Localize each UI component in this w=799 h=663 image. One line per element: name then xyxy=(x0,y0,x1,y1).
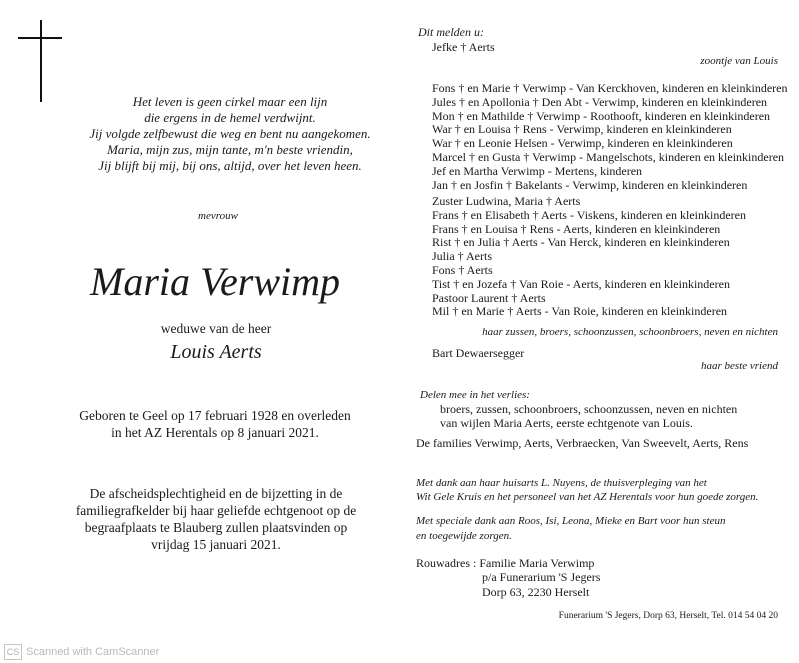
funeral-home-footer: Funerarium 'S Jegers, Dorp 63, Herselt, Tel. 014 54 04 20 xyxy=(558,611,778,621)
thanks-line: Wit Gele Kruis en het personeel van het AZ Herentals voor hun goede zorgen. xyxy=(416,491,759,503)
intro-text: Dit melden u: xyxy=(418,25,484,39)
title-prefix: mevrouw xyxy=(198,210,238,222)
poem-line: Jij volgde zelfbewust die weg en bent nu aangekomen. xyxy=(89,126,371,141)
poem-line: Het leven is geen cirkel maar een lijn xyxy=(132,94,328,109)
address-label: Rouwadres : Familie Maria Verwimp xyxy=(416,556,595,570)
families-line: De families Verwimp, Aerts, Verbraecken, Van Sweevelt, Aerts, Rens xyxy=(416,436,749,450)
son-role: zoontje van Louis xyxy=(700,55,778,67)
family-member-line: Rist † en Julia † Aerts - Van Herck, kinderen en kleinkinderen xyxy=(432,235,730,250)
widow-of-label: weduwe van de heer xyxy=(160,321,272,336)
watermark-text: Scanned with CamScanner xyxy=(26,646,160,658)
poem-line: Jij blijft bij mij, bij ons, altijd, over het leven heen. xyxy=(98,158,362,173)
family-member-line: Frans † en Elisabeth † Aerts - Viskens, kinderen en kleinkinderen xyxy=(432,207,746,222)
family-member-line: Jef en Martha Verwimp - Mertens, kinderen xyxy=(432,163,643,178)
thanks-line: Met dank aan haar huisarts L. Nuyens, de thuisverpleging van het xyxy=(416,477,707,489)
family-member-line: War † en Louisa † Rens - Verwimp, kinderen en kleinkinderen xyxy=(432,122,732,137)
family-member-line: Marcel † en Gusta † Verwimp - Mangelschots, kinderen en kleinkinderen xyxy=(432,150,785,164)
family-member-line: Tist † en Jozefa † Van Roie - Aerts, kinderen en kleinkinderen xyxy=(432,276,730,291)
cross-vertical xyxy=(40,20,42,102)
camscanner-logo-icon: CS xyxy=(4,644,22,660)
share-line: van wijlen Maria Aerts, eerste echtgenote van Louis. xyxy=(440,416,693,430)
share-intro: Delen mee in het verlies: xyxy=(420,389,530,401)
son-name: Jefke † Aerts xyxy=(432,40,495,54)
family-member-line: Jules † en Apollonia † Den Abt - Verwimp, kinderen en kleinkinderen xyxy=(432,94,768,109)
thanks-line: Met speciale dank aan Roos, Isi, Leona, Mieke en Bart voor hun steun xyxy=(416,515,726,527)
family-member-line: Mon † en Mathilde † Verwimp - Roothooft, kinderen en kleinkinderen xyxy=(432,108,771,123)
family-member-line: War † en Leonie Helsen - Verwimp, kinderen en kleinkinderen xyxy=(432,136,733,151)
deceased-name: Maria Verwimp xyxy=(90,259,340,304)
family-member-line: Fons † Aerts xyxy=(432,263,493,277)
poem-line: Maria, mijn zus, mijn tante, m'n beste vriendin, xyxy=(107,142,353,157)
funeral-line: begraafplaats te Blauberg zullen plaatsvinden op xyxy=(84,520,348,535)
friend-name: Bart Dewaersegger xyxy=(432,346,525,360)
family-member-line: Jan † en Josfin † Bakelants - Verwimp, kinderen en kleinkinderen xyxy=(432,177,748,192)
address-line: Dorp 63, 2230 Herselt xyxy=(482,585,590,599)
thanks-line: en toegewijde zorgen. xyxy=(416,530,512,542)
family-member-line: Mil † en Marie † Aerts - Van Roie, kinderen en kleinkinderen xyxy=(432,304,728,319)
spouse-name: Louis Aerts xyxy=(170,341,262,363)
share-line: broers, zussen, schoonbroers, schoonzussen, neven en nichten xyxy=(440,402,738,416)
family-member-line: Fons † en Marie † Verwimp - Van Kerckhoven, kinderen en kleinkinderen xyxy=(432,81,788,95)
funeral-line: De afscheidsplechtigheid en de bijzetting in de xyxy=(89,486,343,501)
family-role: haar zussen, broers, schoonzussen, schoonbroers, neven en nichten xyxy=(482,326,778,338)
funeral-line: vrijdag 15 januari 2021. xyxy=(151,537,281,552)
friend-role: haar beste vriend xyxy=(701,360,778,372)
family-member-line: Pastoor Laurent † Aerts xyxy=(432,290,546,305)
camscanner-watermark xyxy=(4,644,159,660)
birth-death-line: in het AZ Herentals op 8 januari 2021. xyxy=(111,425,319,440)
address-line: p/a Funerarium 'S Jegers xyxy=(482,570,601,584)
poem-line: die ergens in de hemel verdwijnt. xyxy=(144,110,316,125)
cross-horizontal xyxy=(18,37,62,39)
family-member-line: Julia † Aerts xyxy=(432,249,492,264)
birth-death-line: Geboren te Geel op 17 februari 1928 en overleden xyxy=(79,408,351,423)
family-member-line: Zuster Ludwina, Maria † Aerts xyxy=(432,194,581,208)
family-member-line: Frans † en Louisa † Rens - Aerts, kinderen en kleinkinderen xyxy=(432,221,721,236)
funeral-line: familiegrafkelder bij haar geliefde echtgenoot op de xyxy=(75,503,357,518)
